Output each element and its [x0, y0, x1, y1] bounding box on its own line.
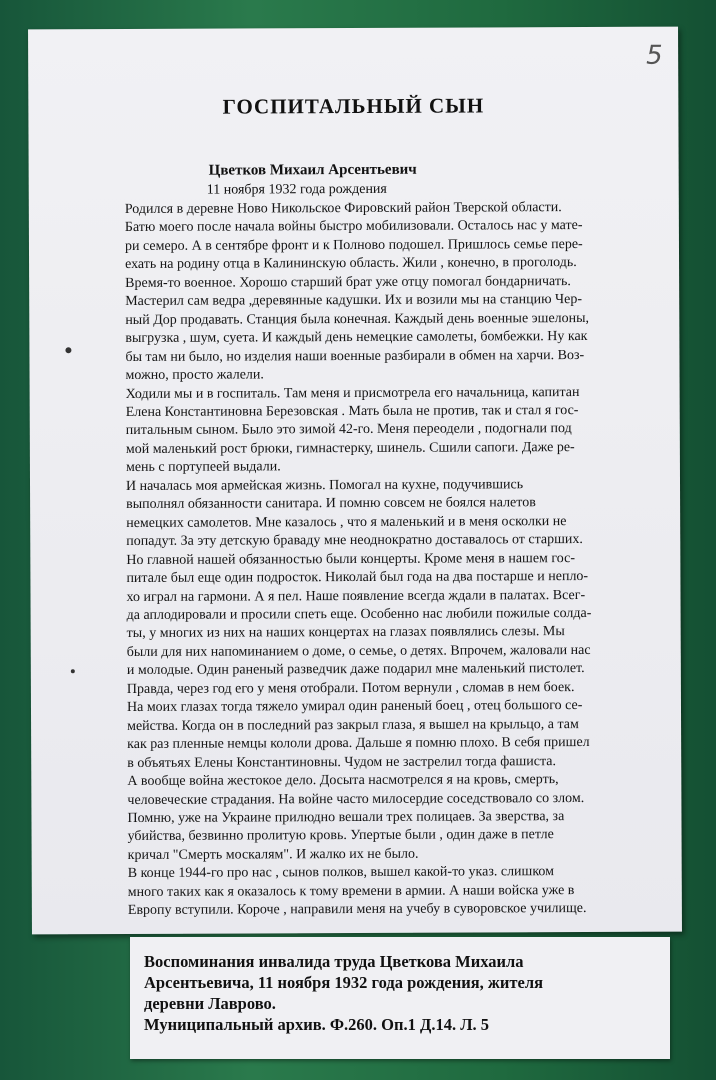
punch-hole — [71, 669, 75, 673]
text-line: мень с портупеей выдали. — [125, 459, 281, 476]
birth-date: 11 ноября 1932 года рождения — [206, 181, 387, 198]
text-line: Время-то военное. Хорошо старший брат уже отцу помогал бондарничать. — [125, 273, 571, 291]
text-line: можно, просто жалели. — [125, 367, 264, 384]
text-line: Ходили мы и в госпиталь. Там меня и присмотрела его начальница, капитан — [125, 384, 580, 402]
text-line: На моих глазах тогда тяжело умирал один раненый боец , отец большого се- — [126, 698, 583, 716]
text-line: В конце 1944-го про нас , сынов полков, вышел какой-то указ. слишком — [127, 864, 555, 882]
text-line: немецких самолетов. Мне казалось , что я маленький и в меня осколки не — [126, 513, 567, 531]
text-line: Воспоминания инвалида труда Цветкова Михаила — [144, 952, 524, 971]
text-line: попадут. За эту детскую браваду мне неоднократно доставалось от старших. — [126, 532, 583, 550]
text-line: ты, у многих из них на наших концертах на глазах появлялись слезы. Мы — [126, 624, 565, 642]
text-line: А вообще война жестокое дело. Досыта насмотрелся я на кровь, смерть, — [127, 772, 559, 790]
document-sheet — [28, 27, 682, 935]
text-line: были для них напоминанием о доме, о семье, о детях. Впрочем, жаловали нас — [126, 642, 591, 660]
caption-text — [144, 951, 664, 1035]
text-line: ный Дор продавать. Станция была конечная. Каждый день военные эшелоны, — [125, 310, 590, 328]
text-line: ри семеро. А в сентябре фронт и к Полново подошел. Пришлось семье пере- — [124, 236, 583, 254]
page-number: 5 — [646, 40, 663, 71]
text-line: бы там ни было, но изделия наши военные разбирали в обмен на харчи. Воз- — [125, 347, 585, 365]
text-line: питальным сыном. Было это зимой 42-го. Меня переодели , подогнали под — [125, 421, 572, 439]
text-line: мой маленький рост брюки, гимнастерку, шинель. Сшили сапоги. Даже ре- — [125, 439, 575, 457]
author-name: Цветков Михаил Арсентьевич — [208, 161, 417, 179]
text-line: Батю моего после начала войны быстро мобилизовали. Осталось нас у мате- — [124, 218, 583, 236]
text-line: Помню, уже на Украине прилюдно вешали трех полицаев. За зверства, за — [127, 809, 565, 826]
document-title: ГОСПИТАЛЬНЫЙ СЫН — [222, 93, 485, 119]
text-line: выгрузка , шум, суета. И каждый день немецкие самолеты, бомбежки. Ну как — [125, 329, 588, 347]
text-line: хо играл на гармони. А я пел. Наше появление всегда ждали в палатах. Всег- — [126, 587, 586, 605]
memoir-text — [125, 199, 668, 921]
text-line: И началась моя армейская жизнь. Помогал на кухне, подучившись — [125, 477, 524, 494]
text-line: Елена Константиновна Березовская . Мать была не против, так и стал я гос- — [125, 403, 579, 420]
text-line: как раз пленные немцы кололи дрова. Дальше я помню плохо. В себя пришел — [127, 735, 590, 753]
text-line: в объятьях Елены Константиновны. Чудом не застрелил тогда фашиста. — [127, 753, 557, 771]
text-line: много таких как я оказалось к тому времени в армии. А наши войска уже в — [127, 882, 575, 900]
text-line: выполнял обязанности санитара. И помню совсем не боялся налетов — [126, 495, 536, 513]
text-line: Но главной нашей обязанностью были концерты. Кроме меня в нашем гос- — [126, 550, 576, 568]
text-line: человеческие страдания. На войне часто милосердие соседствовало со злом. — [127, 790, 585, 808]
text-line: Мастерил сам ведра ,деревянные кадушки. Их и возили мы на станцию Чер- — [125, 292, 583, 310]
text-line: да аплодировали и просили спеть еще. Особенно нас любили пожилые солда- — [126, 605, 592, 623]
text-line: Арсентьевича, 11 ноября 1932 года рождения, жителя — [144, 973, 544, 992]
text-line: Муниципальный архив. Ф.260. Оп.1 Д.14. Л. 5 — [144, 1015, 490, 1034]
text-line: питале был еще один подросток. Николай был года на два постарше и непло- — [126, 569, 589, 587]
caption-label — [130, 937, 670, 1059]
punch-hole — [65, 347, 71, 353]
text-line: мейства. Когда он в последний раз закрыл глаза, я вышел на крыльцо, а там — [127, 716, 579, 734]
text-line: ехать на родину отца в Калининскую область. Жили , конечно, в проголодь. — [125, 255, 577, 273]
text-line: кричал "Смерть москалям". И жалко их не было. — [127, 846, 419, 863]
text-line: деревни Лаврово. — [144, 994, 276, 1013]
text-line: и молодые. Один раненый разведчик даже подарил мне маленький пистолет. — [126, 661, 585, 679]
text-line: убийства, безвинно пролитую кровь. Упертые были , один даже в петле — [127, 827, 554, 845]
text-line: Правда, через год его у меня отобрали. Потом вернули , сломав в нем боек. — [126, 679, 575, 697]
text-line: Европу вступили. Короче , направили меня на учебу в суворовское училище. — [127, 901, 587, 919]
text-line: Родился в деревне Ново Никольское Фировский район Тверской области. — [124, 200, 562, 218]
